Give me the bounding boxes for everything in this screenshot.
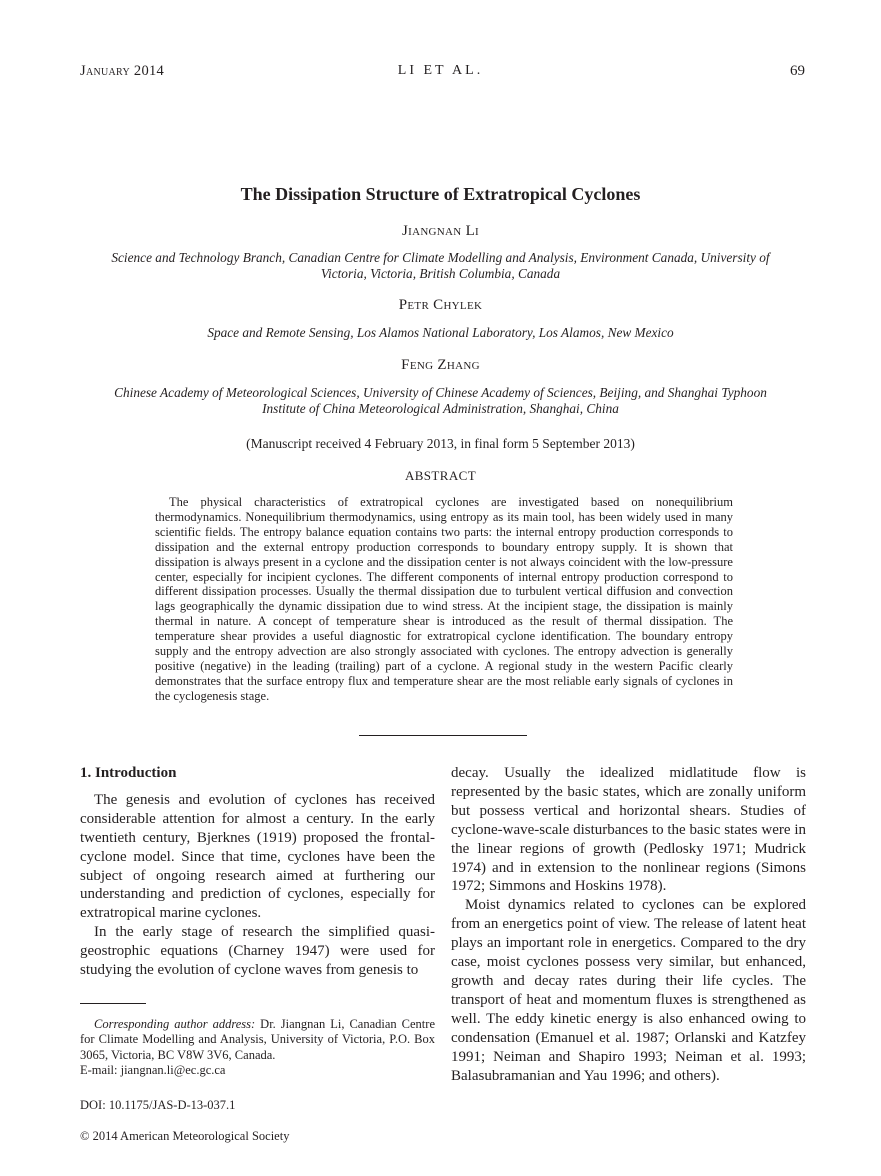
section-divider <box>359 735 527 736</box>
footnote-rule <box>80 1003 146 1004</box>
page-number: 69 <box>790 63 805 79</box>
abstract-heading: ABSTRACT <box>404 468 477 483</box>
intro-paragraph-3: decay. Usually the idealized midlatitude flow is represented by the basic states, which are zonally uniform but possess vertical and horizontal shears. Studies of cyclone-wave-scale disturbances to the basic states were in the linear regions of growth (Pedlosky 1971; Mudrick 1974) and in extension to the nonlinear regions (Simons 1972; Simmons and Hoskins 1978). <box>451 765 806 895</box>
author-affiliation-2: Space and Remote Sensing, Los Alamos National Laboratory, Los Alamos, New Mexico <box>207 325 674 340</box>
article-title: The Dissipation Structure of Extratropical Cyclones <box>240 184 641 204</box>
manuscript-received: (Manuscript received 4 February 2013, in final form 5 September 2013) <box>246 436 635 451</box>
intro-paragraph-2: In the early stage of research the simplified quasi-geostrophic equations (Charney 1947) were used for studying the evolution of cyclone waves from genesis to <box>80 924 435 979</box>
abstract-text: The physical characteristics of extratropical cyclones are investigated based on nonequilibrium thermodynamics. Nonequilibrium thermodynamics, using entropy as its main tool, has been widely used in many scientific fields. The entropy balance equation contains two parts: the internal entropy production corresponds to dissipation and the external entropy production corresponds to boundary entropy supply. It is shown that dissipation is always present in a cyclone and the dissipation center is not always coincident with the low-pressure center, especially for incipient cyclones. The different components of internal entropy production correspond to different dissipation processes. Usually the thermal dissipation due to turbulent vertical diffusion and convection lags geographically the dynamic dissipation due to wind stress. At the incipient stage, the dissipation is mainly thermal in nature. A concept of temperature shear is introduced as the result of thermal dissipation. The temperature shear provides a useful diagnostic for extratropical cyclone identification. The boundary entropy supply and the entropy advection are also strongly associated with cyclones. The entropy advection is generally positive (negative) in the leading (trailing) part of a cyclone. A regional study in the western Pacific clearly demonstrates that the surface entropy flux and temperature shear are the most reliable early signals of cyclones in the cyclogenesis stage. <box>155 495 733 703</box>
author-affiliation-1: Science and Technology Branch, Canadian Centre for Climate Modelling and Analysis, Environment Canada, University of Victoria, Victoria, British Columbia, Canada <box>111 250 770 281</box>
corresponding-author-footnote <box>80 1017 435 1079</box>
intro-paragraph-1: The genesis and evolution of cyclones has received considerable attention for almost a century. In the early twentieth century, Bjerknes (1919) proposed the frontal-cyclone model. Since that time, cyclones have been the subject of ongoing research aimed at furthering our understanding and prediction of cyclones, especially for extratropical marine cyclones. <box>80 791 435 922</box>
author-name-3: Feng Zhang <box>401 357 480 373</box>
intro-paragraph-4: Moist dynamics related to cyclones can be explored from an energetics point of view. The release of latent heat plays an important role in energetics. Compared to the dry case, moist cyclones possess very similar, but enhanced, growth and decay rates during their life cycles. The transport of heat and momentum fluxes is strengthened as well. The eddy kinetic energy is also enhanced owing to condensation (Emanuel et al. 1987; Orlanski and Katzfey 1991; Neiman and Shapiro 1993; Neiman et al. 1993; Balasubramanian and Yau 1996; and others). <box>451 897 806 1084</box>
footnote-email: E-mail: jiangnan.li@ec.gc.ca <box>80 1063 226 1078</box>
section-heading-introduction: 1. Introduction <box>80 765 177 781</box>
author-name-1: Jiangnan Li <box>401 223 480 239</box>
doi: DOI: 10.1175/JAS-D-13-037.1 <box>80 1098 236 1112</box>
author-affiliation-3: Chinese Academy of Meteorological Sciences, University of Chinese Academy of Sciences, Beijing, and Shanghai Typhoon Institute of China Meteorological Administration, Shanghai, China <box>114 385 767 416</box>
footnote-address: Dr. Jiangnan Li, Canadian Centre for Climate Modelling and Analysis, University of Victoria, P.O. Box 3065, Victoria, BC V8W 3V6, Canada. <box>80 1017 435 1062</box>
copyright: © 2014 American Meteorological Society <box>80 1129 290 1143</box>
running-header-date: January 2014 <box>80 63 165 79</box>
left-column <box>80 764 435 980</box>
footnote-label: Corresponding author address: <box>94 1017 256 1031</box>
running-header-title: LI ET AL. <box>397 63 484 78</box>
author-name-2: Petr Chylek <box>398 297 483 313</box>
right-column <box>451 764 806 1085</box>
